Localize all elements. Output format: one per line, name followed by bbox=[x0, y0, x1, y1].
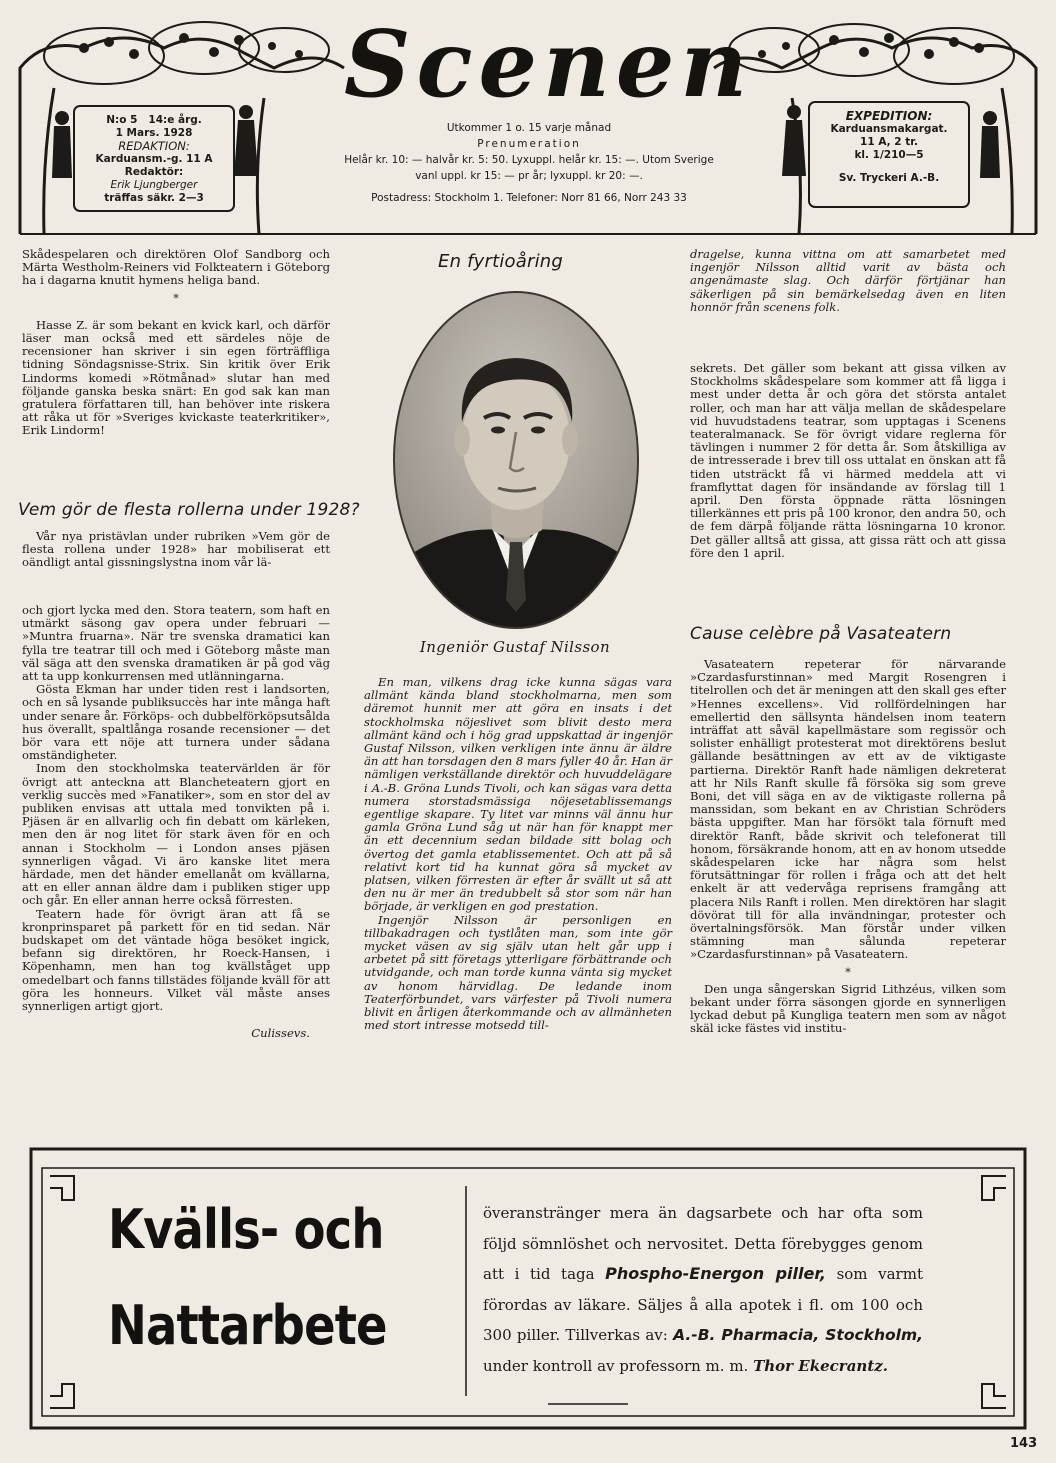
expedition-label: EXPEDITION: bbox=[845, 109, 933, 123]
issue-info-box bbox=[80, 114, 228, 205]
subscription-info bbox=[284, 120, 774, 206]
kronprinsparet-paragraph: Teatern hade för övrigt äran att få se kronprinsparet på parkett för en tid sedan. När budskapet om det väntade höga besöket ingick, befann sig direktören, hr Roeck-Hansen, i Köpenhamn, men han tog kvällståget upp omedelbart och fanns tillstädes följande kväll för att göra les honneurs. Vilket väl måste anses synnerligen artigt gjort. bbox=[22, 906, 330, 1014]
volume-year: 14:e årg. bbox=[148, 114, 202, 126]
redaktor-label: Redaktör: bbox=[124, 166, 184, 178]
issue-date: 1 Mars. 1928 bbox=[115, 127, 193, 139]
stora-teatern-paragraph: och gjort lycka med den. Stora teatern, som haft en utmärkt säsong gav opera under februari — »Muntra fruarna». När tre svenska dramatici kan fylla tre teatrar till och med i Göteborg måste man väl säga att den svenska dramatiken är på god väg att ta upp konkurrensen med utlänningarna. bbox=[22, 603, 330, 684]
redaktion-label: REDAKTION: bbox=[118, 139, 190, 153]
blancheteatern-paragraph: Inom den stockholmska teatervärlden är för övrigt att anteckna att Blancheteatern gjort en verklig succès med »Fanatiker», som en stor del av publiken envisas att uttala med tonvikten på i. Pjäsen är en allvarlig och fin debatt om kärleken, men den är nog litet för stark även för en och annan i Stockholm — i London anses pjäsen synnerligen vågad. Vi äro kanske litet mera härdade, men det händer emellanåt om kvällarna, att en eller annan äldre dam i publiken stiger upp och går. En eller annan herre också förresten. bbox=[22, 761, 330, 908]
ad-manufacturer: A.-B. Pharmacia, Stockholm, bbox=[673, 1326, 923, 1344]
price-line-2: vanl uppl. kr 15: — pr år; lyxuppl. kr 20: —. bbox=[415, 170, 643, 182]
nilsson-paragraph-3: dragelse, kunna vittna om att samarbetet med ingenjör Nilsson alltid varit av bästa och angenämaste slag. Och därför förtjänar han säkerligen på sin bemärkelsedag även en liten honnör från scenens folk. bbox=[690, 247, 1006, 314]
portrait-photo bbox=[392, 290, 640, 630]
expedition-hours: kl. 1/210—5 bbox=[854, 149, 924, 161]
heading-vem-gor: Vem gör de flesta rollerna under 1928? bbox=[18, 500, 360, 520]
ad-product: Phospho-Energon piller, bbox=[605, 1264, 826, 1283]
signature: Culissevs. bbox=[251, 1026, 310, 1041]
column-3-contest bbox=[690, 362, 1006, 560]
heading-fyrtioaring: En fyrtioåring bbox=[438, 251, 564, 272]
column-1-lower bbox=[22, 604, 330, 1041]
column-3-vasateatern bbox=[690, 658, 1006, 1036]
ad-headline-1: Kvälls- och bbox=[108, 1198, 384, 1261]
gosta-ekman-paragraph: Gösta Ekman har under tiden rest i landsorten, och en så lysande publiksuccès har inte många haft under senare år. Förköps- och dubbelförköpsutsålda hus överallt, spaltlånga rosande recensioner — det bör vara ett nöje att turnera under sådana omständigheter. bbox=[22, 682, 330, 763]
lithzeus-paragraph: Den unga sångerskan Sigrid Lithzéus, vilken som bekant under förra säsongen gjorde en synnerligen lyckad debut på Kungliga teatern men som av något skäl icke fästes vid institu- bbox=[690, 981, 1006, 1036]
contest-rules-paragraph: sekrets. Det gäller som bekant att gissa vilken av Stockholms skådespelare som kommer att få ligga i mest under detta år och göra det största antalet roller, och man har att välja mellan de skådespelare vid huvudstadens teatrar, som upptagas i Scenens teateralmanack. Se för övrigt vidare reglerna för tävlingen i nummer 2 för detta år. Som åtskilliga av de intresserade i brev till oss uttalat en önskan att få tiden utsträckt få vi härmed meddela att vi framflyttat dagen för insändande av förslag till 1 april. Den första öppnade rätta lösningen tillerkännes ett pris på 100 kronor, den andra 50, och de fem därpå följande rätta lösningarna 10 kronor. Det gäller alltså att gissa, att gissa rätt och att gissa före den 1 april. bbox=[690, 361, 1006, 560]
contest-intro: Vår nya pristävlan under rubriken »Vem gör de flesta rollena under 1928» har mobiliserat ett oändligt antal gissningslystna inom vår lä- bbox=[22, 529, 330, 570]
column-1-upper bbox=[22, 248, 330, 438]
wedding-notice: Skådespelaren och direktören Olof Sandborg och Märta Westholm-Reiners vid Folkteatern i Göteborg ha i dagarna knutit hymens heliga band. bbox=[22, 247, 330, 288]
ad-text-2: som varmt förordas av läkare. Säljes å alla apotek i fl. om 100 och 300 piller. Tillverkas av: bbox=[483, 1265, 923, 1344]
ad-body bbox=[483, 1198, 923, 1381]
postal-address: Postadress: Stockholm 1. Telefoner: Norr 81 66, Norr 243 33 bbox=[371, 192, 687, 204]
section-separator-2: * bbox=[845, 964, 851, 979]
price-line-1: Helår kr. 10: — halvår kr. 5: 50. Lyxuppl. helår kr. 15: —. Utom Sverige bbox=[344, 154, 714, 166]
expedition-box bbox=[814, 110, 964, 185]
masthead-title: Scenen bbox=[344, 10, 754, 118]
ad-headline-2: Nattarbete bbox=[108, 1294, 387, 1357]
issue-number: N:o 5 bbox=[106, 114, 138, 126]
printer-name: Sv. Tryckeri A.-B. bbox=[838, 172, 940, 184]
office-hours: träffas säkr. 2—3 bbox=[104, 192, 204, 204]
section-separator: * bbox=[173, 290, 179, 305]
page-number: 143 bbox=[1010, 1436, 1038, 1451]
ad-professor: Thor Ekecrantz. bbox=[753, 1356, 888, 1375]
expedition-number: 11 A, 2 tr. bbox=[860, 136, 918, 148]
portrait-image bbox=[392, 290, 640, 630]
vasateatern-paragraph: Vasateatern repeterar för närvarande »Czardasfurstinnan» med Margit Rosengren i titelrollen och det är meningen att den skall ges efter »Hennes excellens». Vid rollfördelningen har emellertid den sällsynta händelsen inom teatern inträffat att såväl kapellmästare som regissör och solister enhälligt protesterat mot direktörens beslut gällande besättningen av ett av de viktigaste partierna. Direktör Ranft hade nämligen dekreterat att hr Nils Ranft skulle få försöka sig som greve Boni, det vill säga en av de viktigaste rollerna på manssidan, som bekant en av Christian Schröders bästa uppgifter. Man har försökt tala förnuft med direktör Ranft, både skrivit och telefonerat till honom, försäkrande honom, att en av honom utsedde skådespelaren icke har några som helst förutsättningar för rollen i fråga och att det helt enkelt är att vedervåga reprisens framgång att placera Nils Ranft i rollen. Men direktören har slagit dövörat till för alla invändningar, protester och övertalningsförsök. Man förstår under vilken stämning man sålunda repeterar »Czardasfurstinnan» på Vasateatern. bbox=[690, 657, 1006, 962]
ad-text-1: överanstränger mera än dagsarbete och har ofta som följd sömnlöshet och nervositet. Detta förebygges genom att i tid taga bbox=[483, 1204, 923, 1283]
prenumeration-label: Prenumeration bbox=[477, 138, 581, 150]
column-2-article bbox=[364, 676, 672, 1032]
expedition-street: Karduansmakargat. bbox=[830, 123, 948, 135]
column-3-continuation bbox=[690, 248, 1006, 314]
publication-frequency: Utkommer 1 o. 15 varje månad bbox=[446, 122, 612, 134]
masthead bbox=[14, 8, 1042, 238]
nilsson-paragraph-2: Ingenjör Nilsson är personligen en tillbakadragen och tystlåten man, som inte gör mycket väsen av sig själv utan helt går upp i arbetet på sitt företags ytterligare förbättrande och utvidgande, och man torde kunna vänta sig mycket av honom härvidlag. De ledande inom Teaterförbundet, vars värfester på Tivoli numera blivit en årligen återkommande och av allmänheten med stort intresse motsedd till- bbox=[364, 912, 672, 1033]
redaktion-address: Karduansm.-g. 11 A bbox=[95, 153, 213, 165]
hasse-z-paragraph: Hasse Z. är som bekant en kvick karl, och därför läser man också med ett särdeles nöje de recensioner han skriver i sin egen förträffliga tidning Söndagsnisse-Strix. Sin kritik över Erik Lindorms komedi »Rötmånad» slutar han med följande ganska beska snärt: En god sak kan man gratulera författaren till, han behöver inte riskera att råka ut för »Sveriges kvickaste teaterkritiker», Erik Lindorm! bbox=[22, 317, 330, 438]
portrait-caption: Ingeniör Gustaf Nilsson bbox=[419, 638, 611, 656]
heading-cause-celebre: Cause celèbre på Vasateatern bbox=[690, 624, 952, 644]
ad-text-3: under kontroll av professorn m. m. bbox=[483, 1356, 749, 1375]
redaktor-name: Erik Ljungberger bbox=[110, 179, 198, 191]
nilsson-paragraph-1: En man, vilkens drag icke kunna sägas vara allmänt kända bland stockholmarna, men som däremot hunnit mer att göra en insats i det stockholmska nöjeslivet som blivit desto mera allmänt känd och i hög grad uppskattad är ingenjör Gustaf Nilsson, vilken verkligen inte ännu är äldre än att han torsdagen den 8 mars fyller 40 år. Han är nämligen verkställande direktör och huvuddelägare i A.-B. Gröna Lunds Tivoli, och kan sägas vara detta numera storstadsmässiga nöjesetablissemangs egentlige skapare. Ty litet var minns väl ännu hur gamla Gröna Lund såg ut när han för knappt mer än ett decennium sedan bildade sitt bolag och övertog det gamla etablissementet. Och att på så relativt kort tid ha kunnat göra så mycket av platsen, vilken förresten är efter år svällt ut så att den nu är mer än tredubbelt så stor som när han började, är verkligen en god prestation. bbox=[364, 675, 672, 914]
advertisement bbox=[28, 1146, 1028, 1431]
column-1-contest bbox=[22, 530, 330, 570]
